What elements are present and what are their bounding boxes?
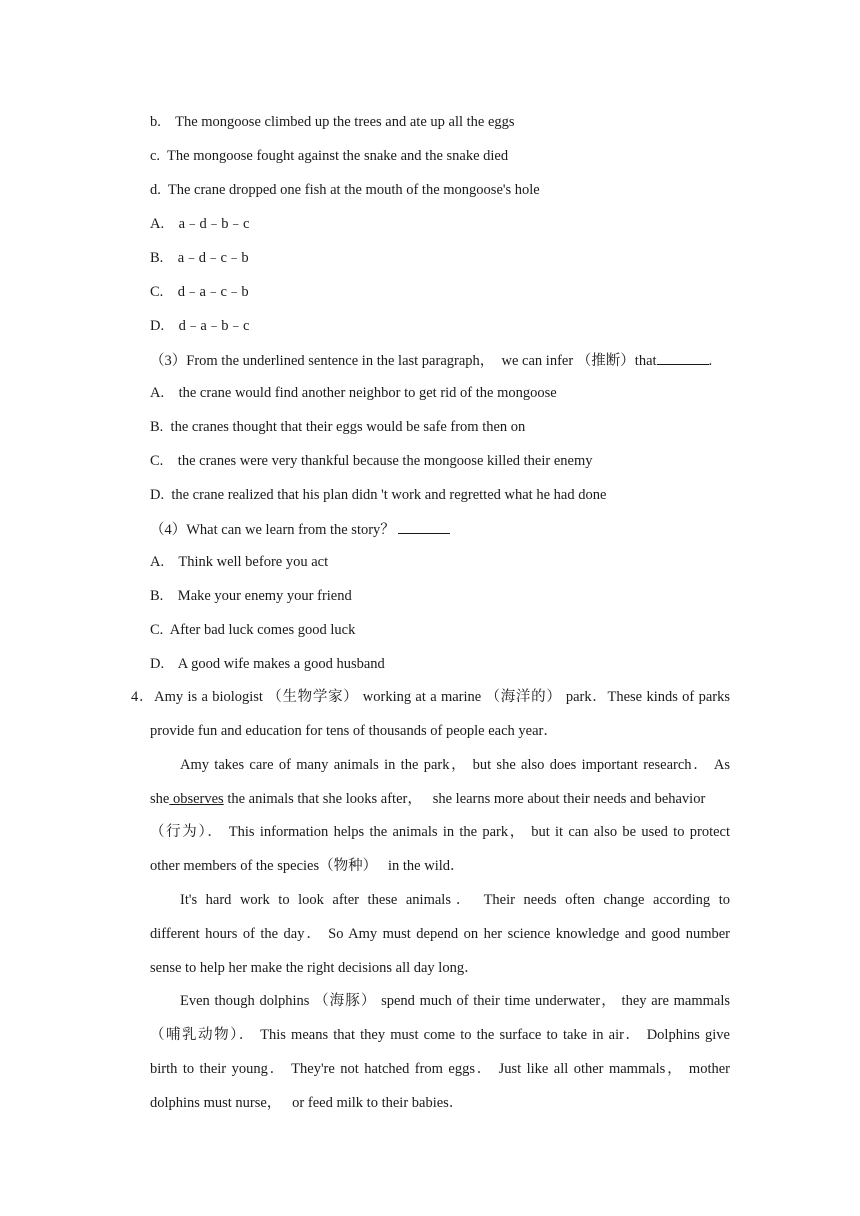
choice-c: C. d﹣a﹣c﹣b — [150, 284, 249, 300]
paragraph-2-line-1: Amy takes care of many animals in the park， but she also does important research． As — [180, 757, 730, 773]
question-3-choice-d: D. the crane realized that his plan didn 't work and regretted what he had done — [150, 487, 607, 503]
paragraph-3-line-2: different hours of the day． So Amy must depend on her science knowledge and good number — [150, 926, 730, 942]
paragraph-2-line-4: other members of the species（物种） in the wild． — [150, 858, 465, 874]
answer-blank — [657, 349, 709, 365]
choice-b: B. a﹣d﹣c﹣b — [150, 250, 249, 266]
paragraph-4-line-3: birth to their young． They're not hatched from eggs． Just like all other mammals， mother — [150, 1061, 730, 1077]
paragraph-3-line-3: sense to help her make the right decisions all day long． — [150, 960, 479, 976]
question-3-stem-text: （3）From the underlined sentence in the last paragraph， we can infer （推断）that — [150, 353, 657, 369]
passage-4-line-1: 4．Amy is a biologist （生物学家） working at a marine （海洋的） park．These kinds of parks — [131, 689, 730, 705]
question-4-choice-d: D. A good wife makes a good husband — [150, 656, 385, 672]
sequence-option-c: c. The mongoose fought against the snake and the snake died — [150, 148, 509, 164]
question-4-choice-c: C. After bad luck comes good luck — [150, 622, 356, 638]
question-4-choice-b: B. Make your enemy your friend — [150, 588, 352, 604]
question-4-stem — [150, 518, 450, 538]
sequence-option-b: b. The mongoose climbed up the trees and ate up all the eggs — [150, 114, 515, 130]
question-4-stem-text: （4）What can we learn from the story？ — [150, 522, 395, 538]
paragraph-4-line-4: dolphins must nurse， or feed milk to their babies． — [150, 1095, 464, 1111]
paragraph-4-line-1: Even though dolphins （海豚） spend much of their time underwater， they are mammals — [180, 993, 730, 1009]
question-3-stem — [150, 349, 712, 369]
paragraph-2-text: she — [150, 791, 170, 807]
question-3-choice-c: C. the cranes were very thankful because the mongoose killed their enemy — [150, 453, 593, 469]
paragraph-4-line-2: （哺乳动物）． This means that they must come to the surface to take in air． Dolphins give — [150, 1027, 730, 1043]
question-3-stem-end: . — [708, 353, 713, 369]
paragraph-3-line-1: It's hard work to look after these animals． Their needs often change according to — [180, 892, 730, 908]
question-4-choice-a: A. Think well before you act — [150, 554, 329, 570]
passage-4-line-2: provide fun and education for tens of thousands of people each year． — [150, 723, 558, 739]
answer-blank — [398, 518, 450, 534]
sequence-option-d: d. The crane dropped one fish at the mouth of the mongoose's hole — [150, 182, 540, 198]
paragraph-2-text: the animals that she looks after， she learns more about their needs and behavior — [223, 791, 706, 807]
underlined-word: observes — [169, 791, 224, 807]
choice-d: D. d﹣a﹣b﹣c — [150, 318, 250, 334]
paragraph-2-line-3: （行为）． This information helps the animals in the park， but it can also be used to protect — [150, 824, 730, 840]
question-3-choice-b: B. the cranes thought that their eggs would be safe from then on — [150, 419, 526, 435]
choice-a: A. a﹣d﹣b﹣c — [150, 216, 250, 232]
question-3-choice-a: A. the crane would find another neighbor to get rid of the mongoose — [150, 385, 557, 401]
paragraph-2-line-2 — [150, 789, 705, 809]
